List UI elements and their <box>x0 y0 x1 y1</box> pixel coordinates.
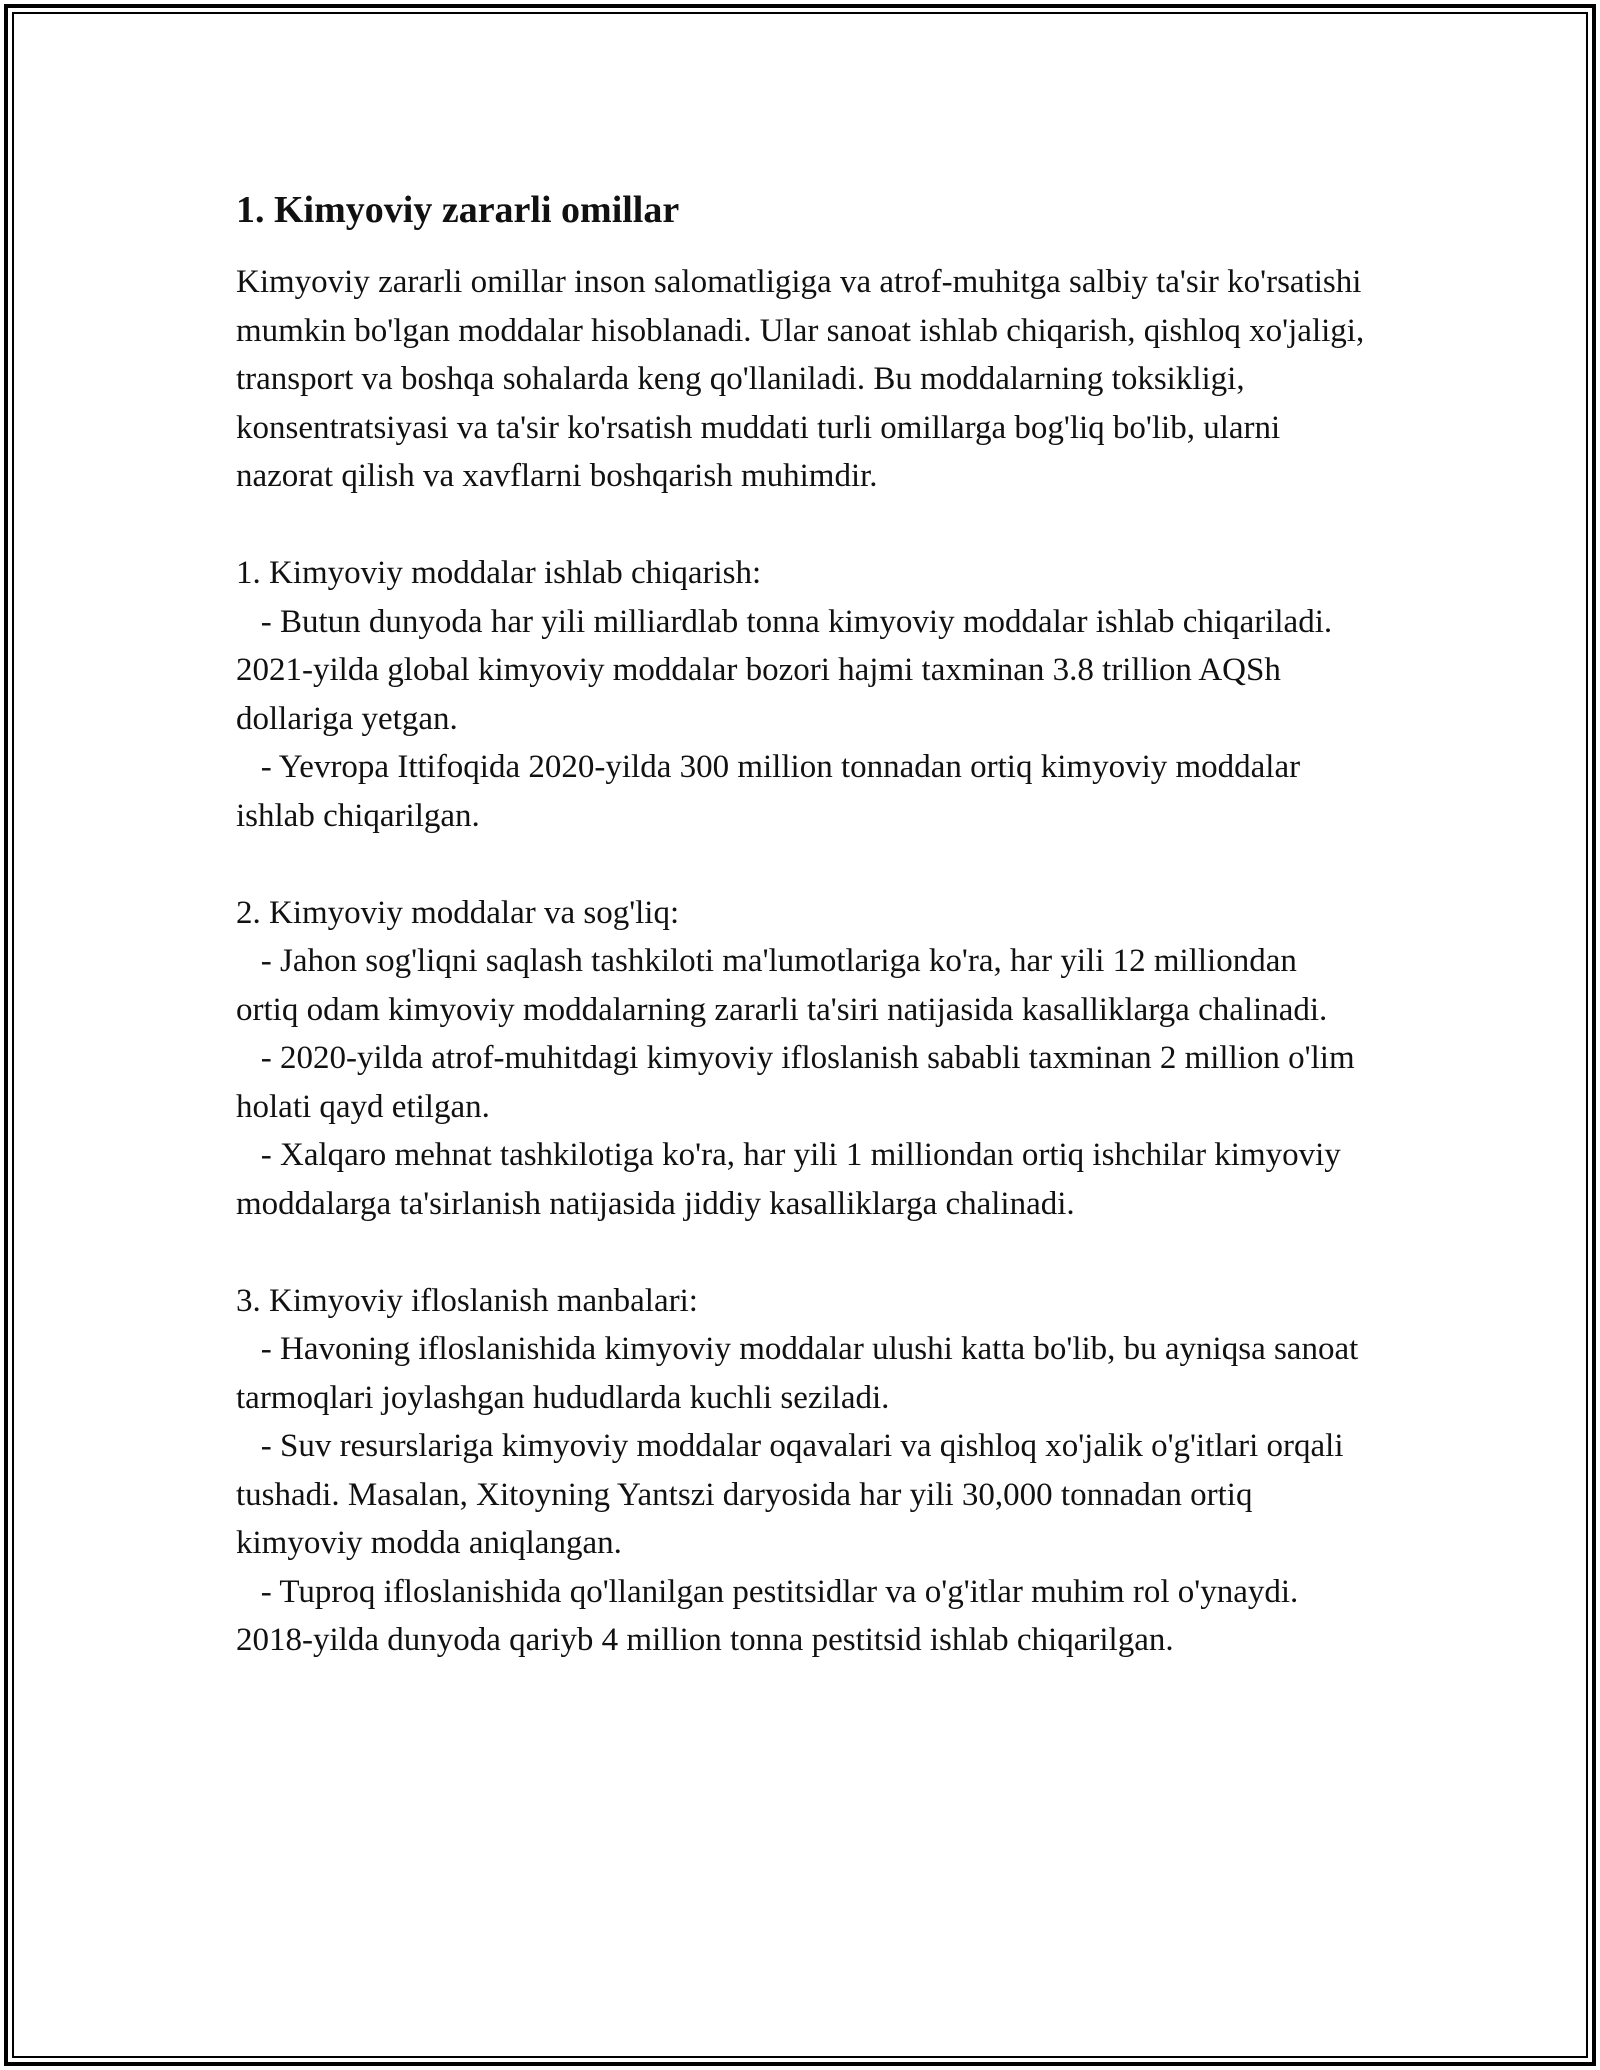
list-item: - Havoning ifloslanishida kimyoviy moddalar ulushi katta bo'lib, bu ayniqsa sanoat tarmoqlari joylashgan hududlarda kuchli seziladi. <box>236 1331 1367 1416</box>
document-title: 1. Kimyoviy zararli omillar <box>236 189 680 231</box>
list-item: - Butun dunyoda har yili milliardlab tonna kimyoviy moddalar ishlab chiqariladi. 2021-yilda global kimyoviy moddalar bozori hajmi taxminan 3.8 trillion AQSh dollariga yetgan. <box>236 603 1341 737</box>
section-heading: 3. Kimyoviy ifloslanish manbalari: <box>236 1282 698 1319</box>
list-item: - Xalqaro mehnat tashkilotiga ko'ra, har yili 1 milliondan ortiq ishchilar kimyoviy moddalarga ta'sirlanish natijasida jiddiy kasalliklarga chalinadi. <box>236 1137 1350 1222</box>
intro-paragraph: Kimyoviy zararli omillar inson salomatligiga va atrof-muhitga salbiy ta'sir ko'rsatishi mumkin bo'lgan moddalar hisoblanadi. Ular sanoat ishlab chiqarish, qishloq xo'jaligi, transport va boshqa sohalarda keng qo'llaniladi. Bu moddalarning toksikligi, konsentratsiyasi va ta'sir ko'rsatish muddati turli omillarga bog'liq bo'lib, ularni nazorat qilish va xavflarni boshqarish muhimdir. <box>236 264 1365 494</box>
list-item: - Yevropa Ittifoqida 2020-yilda 300 million tonnadan ortiq kimyoviy moddalar ishlab chiqarilgan. <box>236 749 1309 834</box>
section-pollution-sources <box>236 1277 1366 1665</box>
list-item: - Jahon sog'liqni saqlash tashkiloti ma'lumotlariga ko'ra, har yili 12 milliondan ortiq odam kimyoviy moddalarning zararli ta'siri natijasida kasalliklarga chalinadi. <box>236 943 1328 1028</box>
list-item: - 2020-yilda atrof-muhitdagi kimyoviy ifloslanish sababli taxminan 2 million o'lim holati qayd etilgan. <box>236 1040 1363 1125</box>
list-item: - Suv resurslariga kimyoviy moddalar oqavalari va qishloq xo'jalik o'g'itlari orqali tushadi. Masalan, Xitoyning Yantszi daryosida har yili 30,000 tonnadan ortiq kimyoviy modda aniqlangan. <box>236 1428 1352 1561</box>
section-health <box>236 889 1366 1229</box>
section-heading: 1. Kimyoviy moddalar ishlab chiqarish: <box>236 555 762 591</box>
section-heading: 2. Kimyoviy moddalar va sog'liq: <box>236 894 680 931</box>
section-production <box>236 549 1366 840</box>
list-item: - Tuproq ifloslanishida qo'llanilgan pestitsidlar va o'g'itlar muhim rol o'ynaydi. 2018-yilda dunyoda qariyb 4 million tonna pestitsid ishlab chiqarilgan. <box>236 1573 1307 1658</box>
document-body <box>236 186 1366 1665</box>
